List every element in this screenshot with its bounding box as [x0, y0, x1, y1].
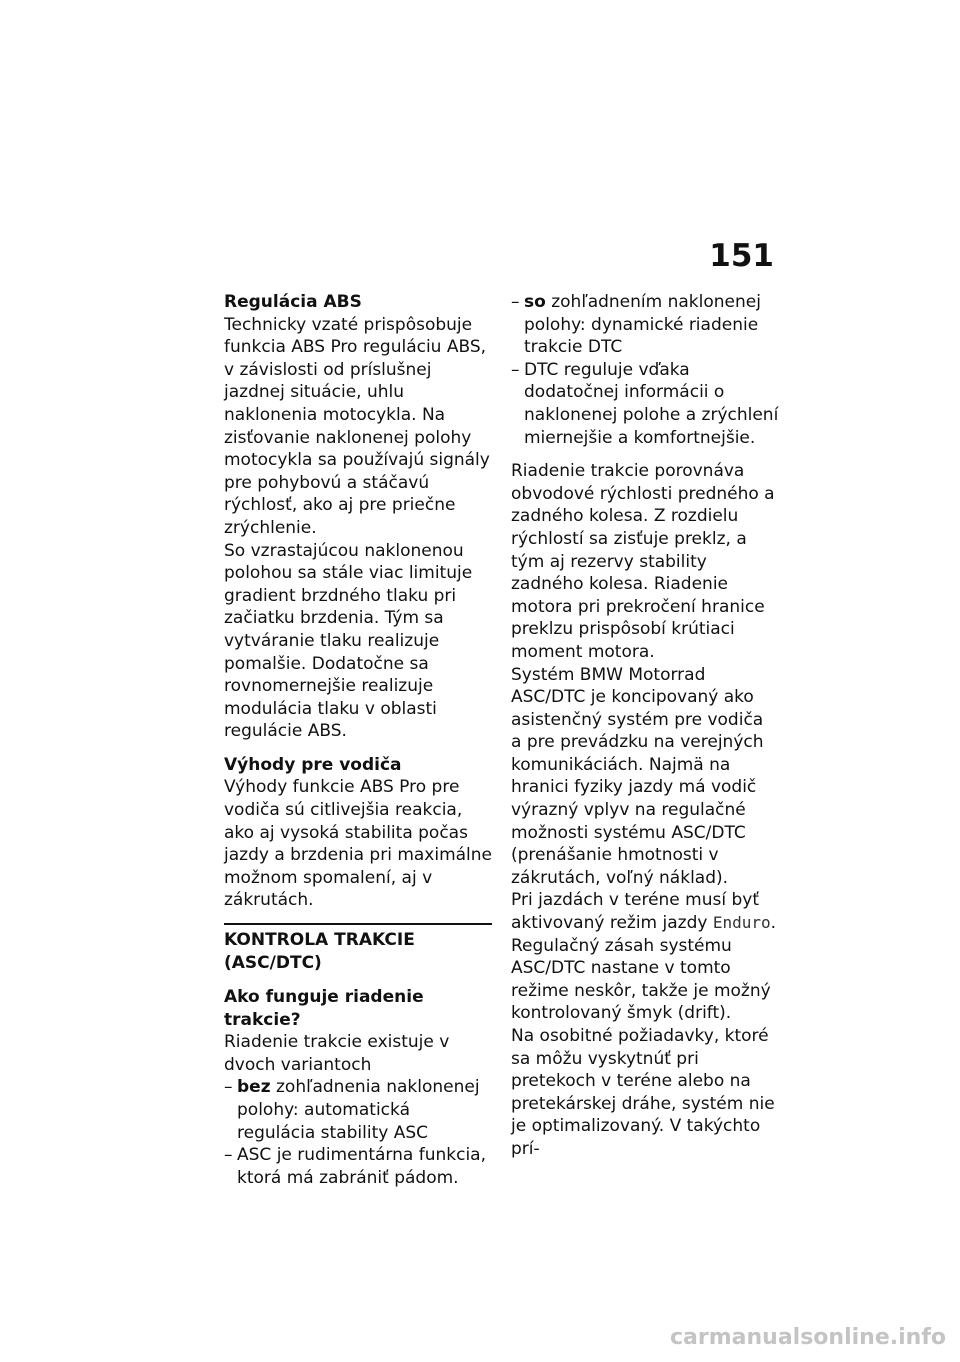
- abs-paragraph-1: Technicky vzaté prispôsobuje funkcia ABS Pro reguláciu ABS, v závislosti od príslušnej jazdnej situácie, uhlu naklonenia motocykla. Na zisťovanie naklonenej polohy motocykla sa používajú signály pre pohybovú a stáčavú rýchlosť, ako aj pre priečne zrýchlenie.: [224, 314, 490, 538]
- right-column: [511, 291, 779, 1161]
- benefits-section: [224, 754, 492, 912]
- benefits-heading: Výhody pre vodiča: [224, 754, 402, 775]
- list-item-text: zohľadnenia naklonenej polohy: automatická regulácia stability ASC: [237, 1077, 480, 1143]
- how-paragraph: Riadenie trakcie existuje v dvoch variantoch: [224, 1032, 450, 1075]
- how-heading: Ako funguje riadenie trakcie?: [224, 987, 424, 1030]
- abs-paragraph-2: So vzrastajúcou naklonenou polohou sa stále viac limituje gradient brzdného tlaku pri začiatku brzdenia. Tým sa vytváranie tlaku realizuje pomalšie. Dodatočne sa rovnomernejšie realizuje modulácia tlaku v oblasti regulácie ABS.: [224, 540, 473, 742]
- watermark: carmanualsonline.info: [670, 1325, 946, 1350]
- traction-paragraph-2: Systém BMW Motorrad ASC/DTC je koncipovaný ako asistenčný systém pre vodiča a pre prevádzku na verejných komunikáciách. Najmä na hranici fyziky jazdy má vodič výrazný vplyv na regulačné možnosti systému ASC/DTC (prenášanie hmotnosti v zákrutách, voľný náklad).: [511, 664, 764, 888]
- dtc-list: [511, 291, 779, 449]
- traction-paragraph-1: Riadenie trakcie porovnáva obvodové rýchlosti predného a zadného kolesa. Z rozdielu rýchlostí sa zisťuje preklz, a tým aj rezervy stability zadného kolesa. Riadenie motora pri prekročení hranice preklzu prispôsobí krútiaci moment motora.: [511, 461, 775, 662]
- list-item: [224, 1144, 492, 1189]
- list-item-bold: so: [524, 292, 546, 312]
- list-item-text: DTC reguluje vďaka dodatočnej informácii o naklonenej polohe a zrýchlení miernejšie a komfortnejšie.: [524, 359, 779, 448]
- benefits-paragraph: Výhody funkcie ABS Pro pre vodiča sú citlivejšia reakcia, ako aj vysoká stabilita počas jazdy a brzdenia pri maximálne možnom spomalení, aj v zákrutách.: [224, 777, 493, 911]
- left-column: [224, 291, 492, 1189]
- how-section: [224, 986, 492, 1189]
- abs-section: [224, 291, 492, 743]
- list-item: [224, 1076, 492, 1144]
- list-item-text: zohľadnením naklonenej polohy: dynamické riadenie trakcie DTC: [524, 292, 761, 358]
- section-title: KONTROLA TRAKCIE (ASC/DTC): [224, 923, 492, 975]
- traction-paragraph-4: Na osobitné požiadavky, ktoré sa môžu vyskytnúť pri pretekoch v teréne alebo na pretekárskej dráhe, systém nie je optimalizovaný. V takýchto prí-: [511, 1026, 775, 1159]
- list-item-bold: bez: [237, 1077, 271, 1098]
- riding-mode-name: Enduro: [712, 913, 771, 933]
- abs-heading: Regulácia ABS: [224, 292, 362, 312]
- page-number: 151: [709, 238, 774, 274]
- list-item: [511, 291, 779, 359]
- traction-paragraph-3: Pri jazdách v teréne musí byť aktivovaný režim jazdy Enduro. Regulačný zásah systému ASC/DTC nastane v tomto režime neskôr, takže je možný kontrolovaný šmyk (drift).: [511, 890, 777, 1024]
- list-item-text: ASC je rudimentárna funkcia, ktorá má zabrániť pádom.: [237, 1145, 486, 1188]
- list-item: [511, 359, 779, 449]
